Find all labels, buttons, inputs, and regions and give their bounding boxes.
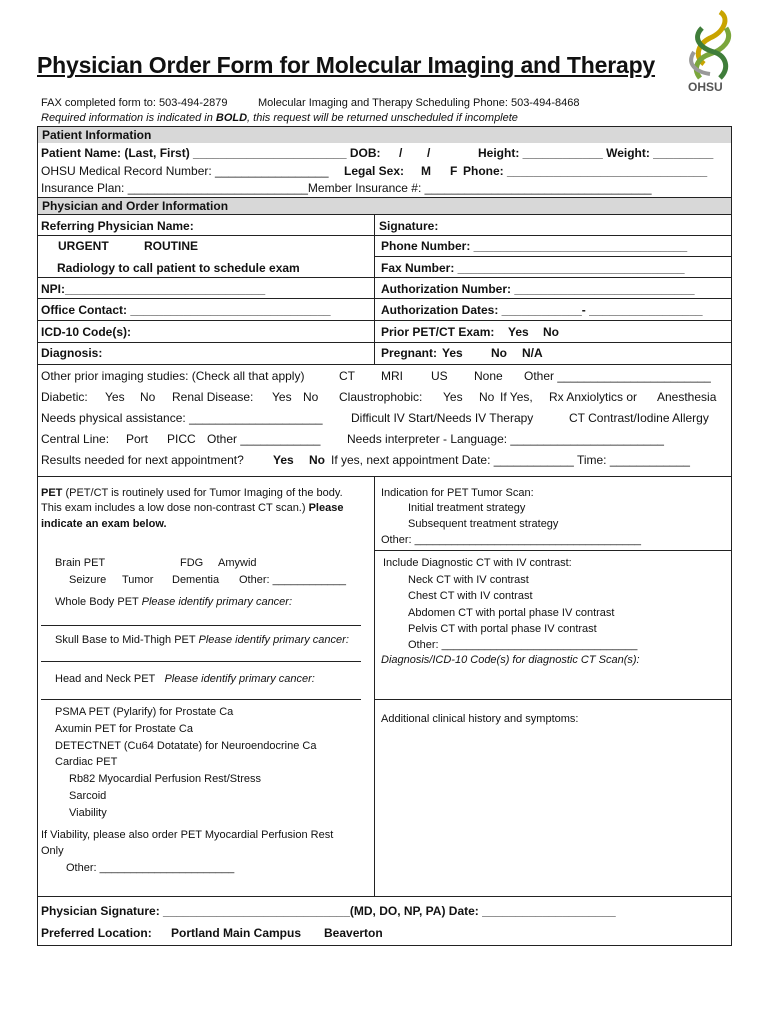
sarcoid-option[interactable]: Sarcoid bbox=[69, 790, 107, 802]
logo-text: OHSU bbox=[688, 80, 723, 94]
pet-intro-line3: indicate an exam below. bbox=[41, 518, 167, 530]
claustrophobic-label: Claustrophobic: bbox=[339, 390, 423, 404]
pregnant-no-option[interactable]: No bbox=[491, 346, 507, 360]
psma-pet-option[interactable]: PSMA PET (Pylarify) for Prostate Ca bbox=[55, 706, 234, 718]
scheduling-phone: Molecular Imaging and Therapy Scheduling Phone: 503-494-8468 bbox=[258, 97, 580, 109]
results-yes-option[interactable]: Yes bbox=[273, 453, 294, 467]
beaverton-option[interactable]: Beaverton bbox=[324, 926, 383, 940]
physical-assistance-field[interactable]: Needs physical assistance: ____________________ bbox=[41, 411, 323, 425]
amywid-option[interactable]: Amywid bbox=[218, 557, 257, 569]
prior-other-field[interactable]: Other _______________________ bbox=[524, 369, 711, 383]
ct-other-field[interactable]: Other: ________________________________ bbox=[408, 639, 638, 651]
prior-imaging-label: Other prior imaging studies: (Check all that apply) bbox=[41, 369, 305, 383]
interpreter-field[interactable]: Needs interpreter - Language: _______________________ bbox=[347, 432, 664, 446]
legal-sex-label: Legal Sex: bbox=[344, 164, 405, 178]
skull-thigh-pet-option[interactable]: Skull Base to Mid-Thigh PET Please identify primary cancer: bbox=[55, 634, 349, 646]
claus-yes-option[interactable]: Yes bbox=[443, 390, 463, 404]
port-option[interactable]: Port bbox=[126, 432, 149, 446]
viability-note: If Viability, please also order PET Myocardial Perfusion Rest bbox=[41, 829, 334, 841]
seizure-option[interactable]: Seizure bbox=[69, 574, 107, 586]
prior-ct-option[interactable]: CT bbox=[339, 369, 355, 383]
tumor-option[interactable]: Tumor bbox=[122, 574, 154, 586]
picc-option[interactable]: PICC bbox=[167, 432, 196, 446]
difficult-iv-option[interactable]: Difficult IV Start/Needs IV Therapy bbox=[351, 411, 534, 425]
results-needed-label: Results needed for next appointment? bbox=[41, 453, 244, 467]
page-title: Physician Order Form for Molecular Imaging and Therapy bbox=[37, 52, 656, 78]
axumin-pet-option[interactable]: Axumin PET for Prostate Ca bbox=[55, 723, 193, 735]
prior-petct-label: Prior PET/CT Exam: bbox=[381, 325, 495, 339]
patient-name-field[interactable]: Patient Name: (Last, First) _______________________ DOB: bbox=[41, 146, 381, 160]
routine-option[interactable]: ROUTINE bbox=[144, 239, 198, 253]
office-contact-field[interactable]: Office Contact: ______________________________ bbox=[41, 303, 331, 317]
diagnosis-field[interactable]: Diagnosis: bbox=[41, 346, 103, 360]
insurance-field[interactable]: Insurance Plan: ___________________________Member Insurance #: __________________________________ bbox=[41, 181, 652, 195]
viability-note-2: Only bbox=[41, 845, 64, 857]
if-yes-label: If Yes, bbox=[500, 390, 533, 404]
dob-slash: / bbox=[427, 146, 431, 160]
detectnet-option[interactable]: DETECTNET (Cu64 Dotatate) for Neuroendocrine Ca bbox=[55, 740, 317, 752]
phone-number-field[interactable]: Phone Number: ________________________________ bbox=[381, 239, 688, 253]
auth-number-field[interactable]: Authorization Number: ___________________________ bbox=[381, 282, 695, 296]
head-neck-pet-option[interactable]: Head and Neck PET Please identify primary cancer: bbox=[55, 673, 315, 685]
renal-label: Renal Disease: bbox=[172, 390, 254, 404]
dob-slash: / bbox=[399, 146, 403, 160]
ct-diagnosis-label: Diagnosis/ICD-10 Code(s) for diagnostic CT Scan(s): bbox=[381, 654, 640, 666]
order-section-header: Physician and Order Information bbox=[37, 198, 732, 214]
pet-intro-line2: This exam includes a low dose non-contrast CT scan.) Please bbox=[41, 502, 344, 514]
icd-code-field[interactable]: ICD-10 Code(s): bbox=[41, 325, 132, 339]
brain-other-field[interactable]: Other: ____________ bbox=[239, 574, 347, 586]
diagnostic-ct-label: Include Diagnostic CT with IV contrast: bbox=[383, 557, 572, 569]
results-no-option[interactable]: No bbox=[309, 453, 325, 467]
renal-yes-option[interactable]: Yes bbox=[272, 390, 292, 404]
next-appointment-field[interactable]: If yes, next appointment Date: ____________ Time: ____________ bbox=[331, 453, 690, 467]
subsequent-treatment-option[interactable]: Subsequent treatment strategy bbox=[408, 518, 559, 530]
indication-other-field[interactable]: Other: _____________________________________ bbox=[381, 534, 641, 546]
prior-no-option[interactable]: No bbox=[543, 325, 559, 339]
sex-f-option[interactable]: F bbox=[450, 164, 458, 178]
renal-no-option[interactable]: No bbox=[303, 390, 319, 404]
pet-other-field[interactable]: Other: ______________________ bbox=[66, 862, 235, 874]
anesthesia-option[interactable]: Anesthesia bbox=[657, 390, 717, 404]
prior-us-option[interactable]: US bbox=[431, 369, 448, 383]
central-line-label: Central Line: bbox=[41, 432, 110, 446]
central-other-field[interactable]: Other ____________ bbox=[207, 432, 321, 446]
fax-line: FAX completed form to: 503-494-2879 bbox=[41, 97, 228, 109]
diabetic-yes-option[interactable]: Yes bbox=[105, 390, 125, 404]
patient-section-header: Patient Information bbox=[37, 127, 732, 143]
referring-physician[interactable]: Referring Physician Name: bbox=[41, 219, 194, 233]
required-note: Required information is indicated in BOLD, this request will be returned unscheduled if incomplete bbox=[41, 112, 518, 124]
preferred-location-label: Preferred Location: bbox=[41, 926, 152, 940]
chest-ct-option[interactable]: Chest CT with IV contrast bbox=[408, 590, 533, 602]
height-weight-field[interactable]: Height: ____________ Weight: _________ bbox=[478, 146, 714, 160]
pregnant-na-option[interactable]: N/A bbox=[522, 346, 543, 360]
auth-dates-field[interactable]: Authorization Dates: ____________- _________________ bbox=[381, 303, 703, 317]
diabetic-label: Diabetic: bbox=[41, 390, 88, 404]
pregnant-yes-option[interactable]: Yes bbox=[442, 346, 463, 360]
neck-ct-option[interactable]: Neck CT with IV contrast bbox=[408, 574, 529, 586]
pelvis-ct-option[interactable]: Pelvis CT with portal phase IV contrast bbox=[408, 623, 597, 635]
prior-none-option[interactable]: None bbox=[474, 369, 503, 383]
patient-phone-field[interactable]: Phone: ______________________________ bbox=[463, 164, 708, 178]
fax-number-field[interactable]: Fax Number: __________________________________ bbox=[381, 261, 685, 275]
urgent-option[interactable]: URGENT bbox=[58, 239, 109, 253]
radiology-call-option[interactable]: Radiology to call patient to schedule exam bbox=[57, 261, 300, 275]
physician-signature-field[interactable]: Physician Signature: ____________________________(MD, DO, NP, PA) Date: ____________________ bbox=[41, 904, 616, 918]
indication-label: Indication for PET Tumor Scan: bbox=[381, 487, 534, 499]
viability-option[interactable]: Viability bbox=[69, 807, 107, 819]
initial-treatment-option[interactable]: Initial treatment strategy bbox=[408, 502, 526, 514]
prior-yes-option[interactable]: Yes bbox=[508, 325, 529, 339]
claus-no-option[interactable]: No bbox=[479, 390, 495, 404]
sex-m-option[interactable]: M bbox=[421, 164, 431, 178]
fdg-option[interactable]: FDG bbox=[180, 557, 204, 569]
rx-anxiolytics-option[interactable]: Rx Anxiolytics or bbox=[549, 390, 638, 404]
brain-pet-option[interactable]: Brain PET bbox=[55, 557, 106, 569]
pregnant-label: Pregnant: bbox=[381, 346, 438, 360]
npi-field[interactable]: NPI:______________________________ bbox=[41, 282, 266, 296]
portland-option[interactable]: Portland Main Campus bbox=[171, 926, 302, 940]
prior-mri-option[interactable]: MRI bbox=[381, 369, 403, 383]
cardiac-pet-option[interactable]: Cardiac PET bbox=[55, 756, 118, 768]
dementia-option[interactable]: Dementia bbox=[172, 574, 220, 586]
whole-body-pet-option[interactable]: Whole Body PET Please identify primary cancer: bbox=[55, 596, 293, 608]
abdomen-ct-option[interactable]: Abdomen CT with portal phase IV contrast bbox=[408, 607, 615, 619]
rb82-option[interactable]: Rb82 Myocardial Perfusion Rest/Stress bbox=[69, 773, 261, 785]
signature-field[interactable]: Signature: bbox=[379, 219, 439, 233]
diabetic-no-option[interactable]: No bbox=[140, 390, 156, 404]
mrn-field[interactable]: OHSU Medical Record Number: _________________ bbox=[41, 164, 329, 178]
contrast-allergy-option[interactable]: CT Contrast/Iodine Allergy bbox=[569, 411, 709, 425]
pet-intro-line1: PET (PET/CT is routinely used for Tumor Imaging of the body. bbox=[41, 487, 343, 499]
clinical-history-field[interactable]: Additional clinical history and symptoms: bbox=[381, 713, 579, 725]
